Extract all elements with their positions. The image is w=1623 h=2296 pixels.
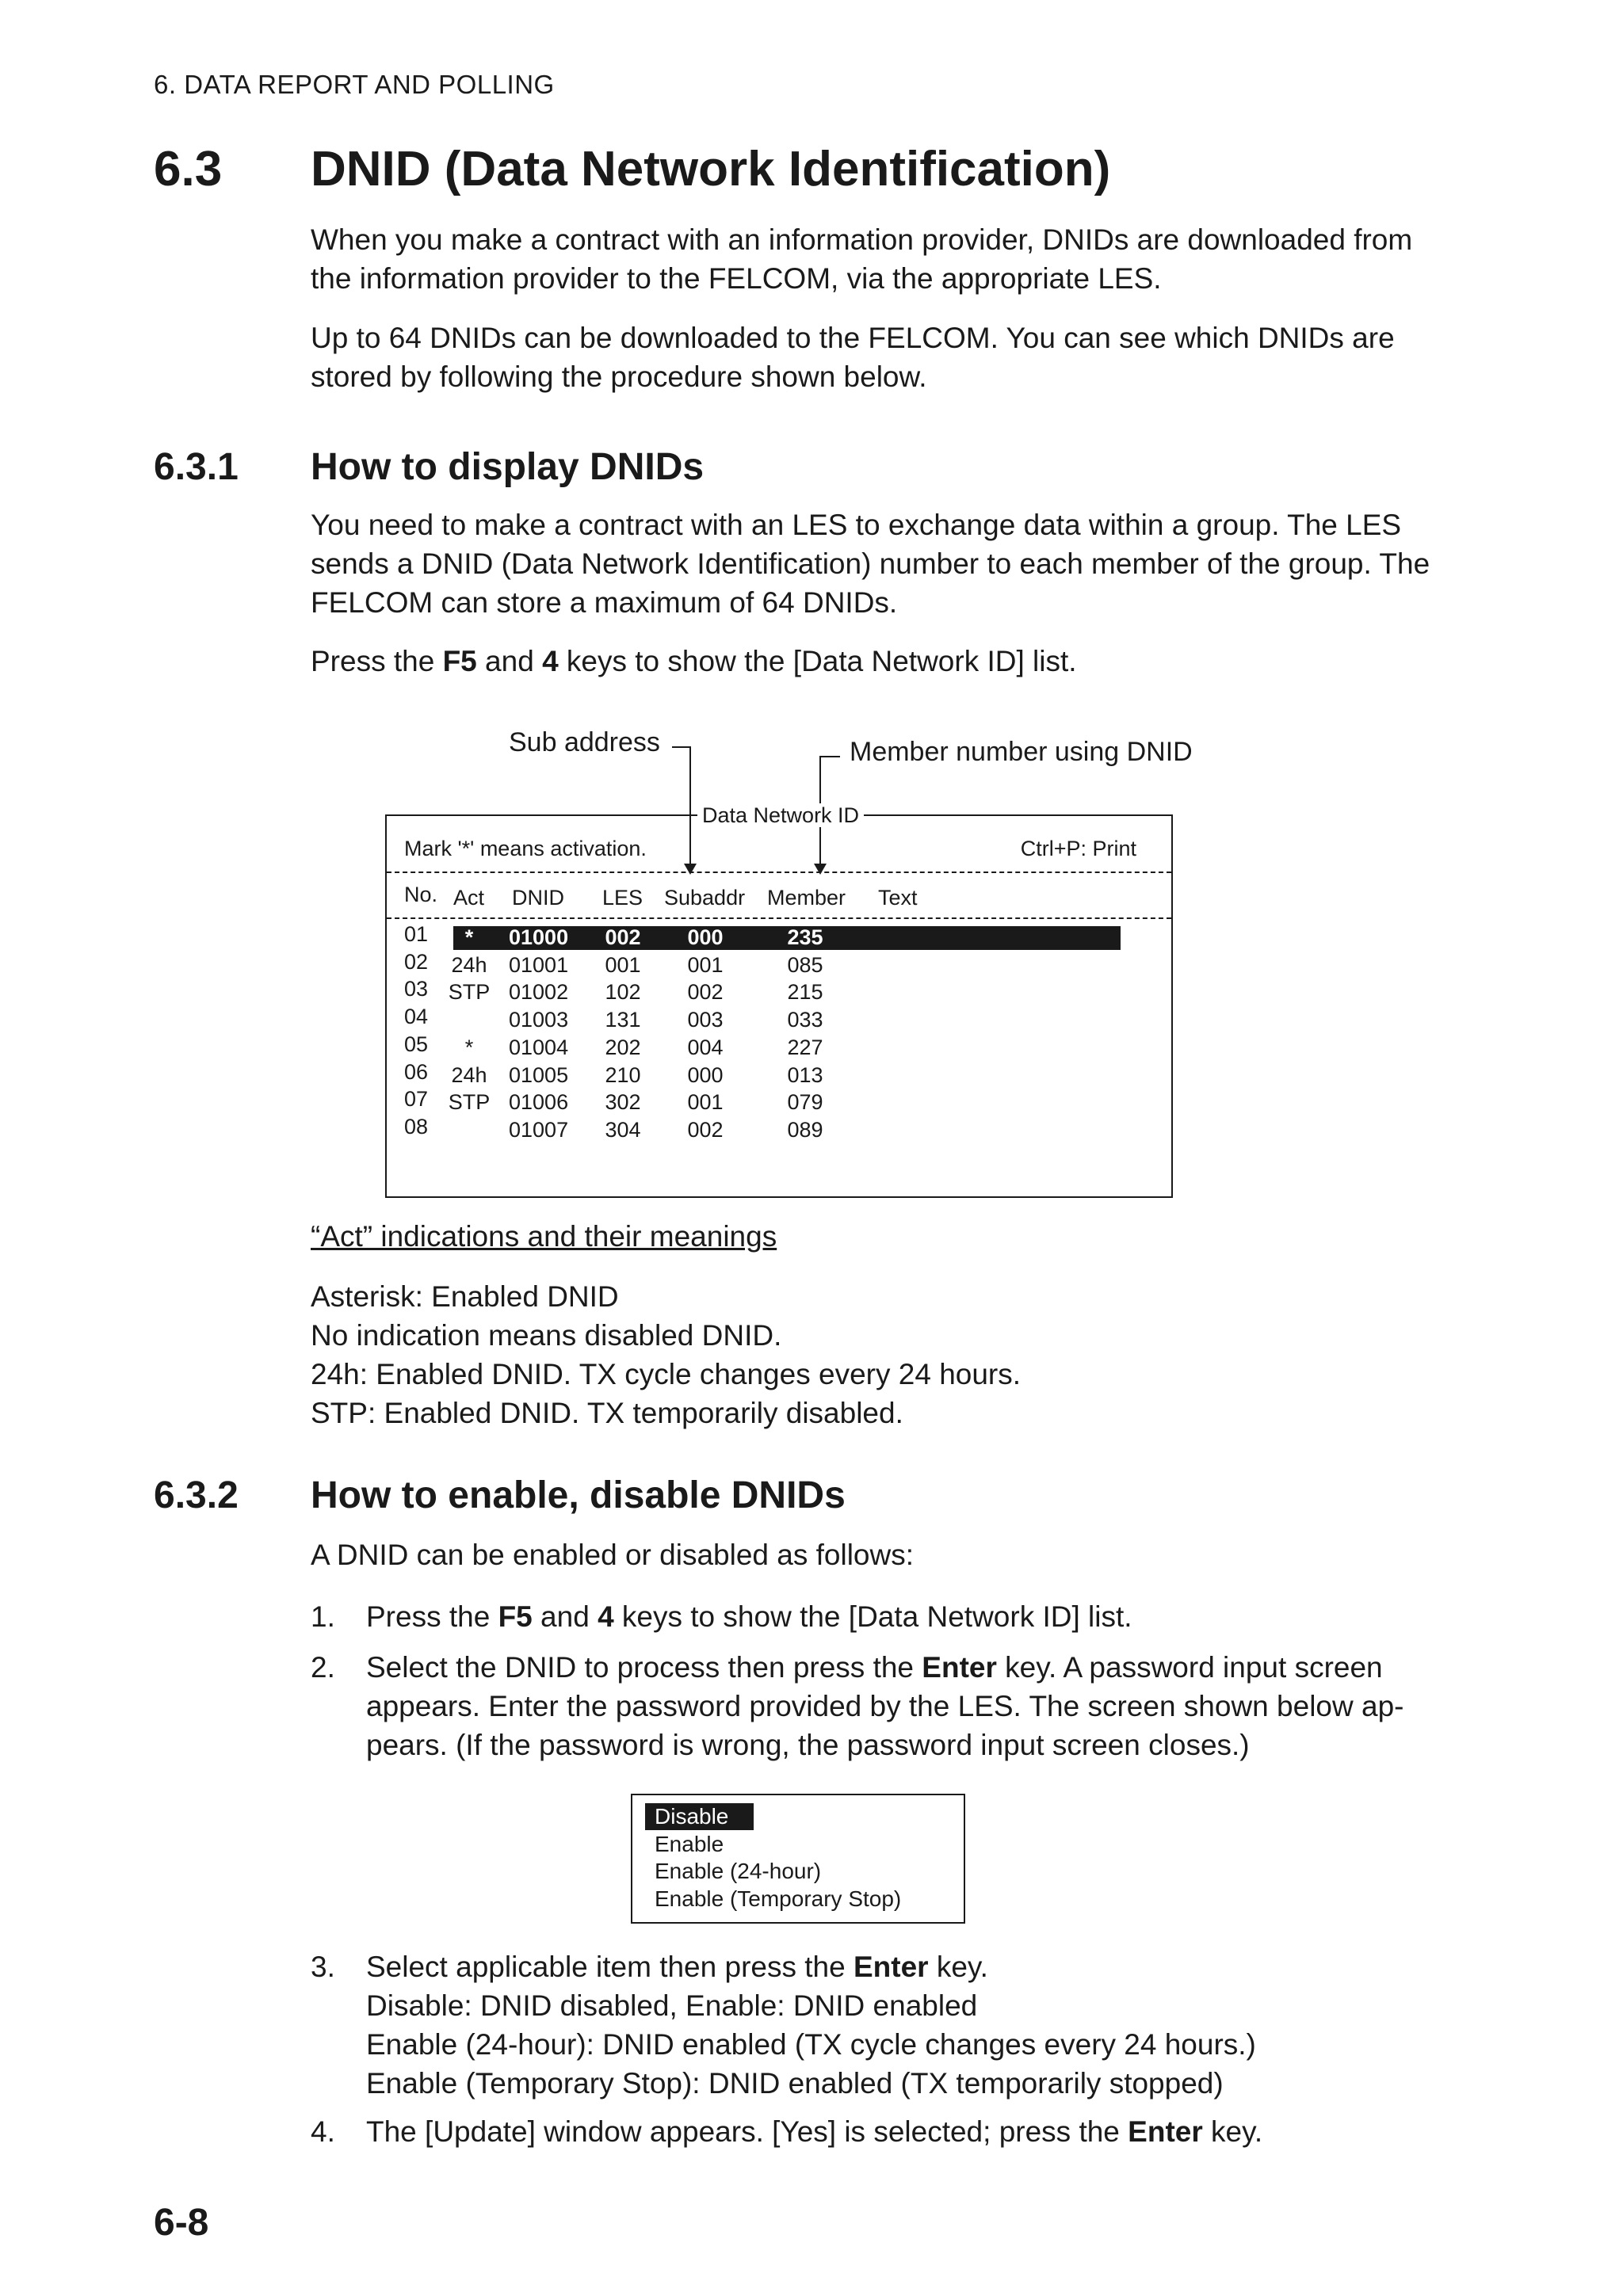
subsection-1-number: 6.3.1 bbox=[154, 446, 239, 488]
cell-no: 04 bbox=[404, 1005, 429, 1029]
cell-dnid: 01005 bbox=[509, 1062, 569, 1087]
section-paragraph-2: Up to 64 DNIDs can be downloaded to the FELCOM. You can see which DNIDs are stored by following the procedure shown below. bbox=[311, 322, 1395, 393]
screen-title: Data Network ID bbox=[697, 803, 864, 827]
col-header-member: Member bbox=[767, 886, 846, 910]
step-3-detail: Disable: DNID disabled, Enable: DNID enabled bbox=[366, 1989, 978, 2022]
cell-member: 013 bbox=[787, 1062, 823, 1087]
step-3-detail: Enable (Temporary Stop): DNID enabled (TX temporarily stopped) bbox=[366, 2067, 1224, 2100]
table-row[interactable] bbox=[387, 978, 1171, 1005]
subsection-1-instruction: Press the F5 and 4 keys to show the [Data Network ID] list. bbox=[311, 645, 1077, 677]
section-number: 6.3 bbox=[154, 142, 223, 196]
cell-act: 24h bbox=[451, 1062, 487, 1087]
menu-item-disable[interactable]: Disable bbox=[645, 1803, 754, 1830]
col-header-act: Act bbox=[453, 886, 485, 910]
table-row[interactable] bbox=[387, 1116, 1171, 1143]
cell-member: 215 bbox=[787, 980, 823, 1005]
cell-subaddr: 000 bbox=[687, 1062, 724, 1087]
cell-dnid: 01000 bbox=[509, 925, 569, 949]
col-header-les: LES bbox=[602, 886, 643, 910]
key-f5: F5 bbox=[442, 645, 477, 677]
cell-les: 001 bbox=[605, 952, 641, 977]
cell-les: 131 bbox=[605, 1008, 641, 1032]
dnid-action-menu bbox=[631, 1794, 965, 1924]
callout-sub-address-leader-h bbox=[672, 746, 691, 748]
callout-member-number: Member number using DNID bbox=[850, 737, 1193, 767]
menu-item-enable-24-hour[interactable]: Enable (24-hour) bbox=[655, 1859, 822, 1883]
cell-act: STP bbox=[448, 980, 491, 1005]
cell-no: 06 bbox=[404, 1059, 429, 1084]
subsection-2-title: How to enable, disable DNIDs bbox=[311, 1474, 846, 1516]
cell-member: 089 bbox=[787, 1117, 823, 1142]
cell-les: 304 bbox=[605, 1117, 641, 1142]
act-legend-line: STP: Enabled DNID. TX temporarily disabled. bbox=[311, 1397, 903, 1429]
menu-item-enable[interactable]: Enable bbox=[655, 1831, 724, 1856]
page-number: 6-8 bbox=[154, 2202, 209, 2244]
cell-act: * bbox=[464, 1035, 474, 1059]
cell-les: 302 bbox=[605, 1090, 641, 1115]
cell-dnid: 01003 bbox=[509, 1008, 569, 1032]
table-row[interactable] bbox=[387, 924, 1171, 951]
subsection-1-paragraph: You need to make a contract with an LES to exchange data within a group. The LES sends a DNID (Data Network Identification) number to each member of the group. The FELCOM can store a maximum of 64 DNIDs. bbox=[311, 509, 1430, 619]
section-paragraph-1: When you make a contract with an information provider, DNIDs are downloaded from the information provider to the FELCOM, via the appropriate LES. bbox=[311, 223, 1413, 295]
table-row[interactable] bbox=[387, 949, 1171, 978]
cell-les: 210 bbox=[605, 1062, 641, 1087]
cell-act: 24h bbox=[451, 952, 487, 977]
print-shortcut: Ctrl+P: Print bbox=[1020, 837, 1136, 860]
cell-act: * bbox=[464, 925, 474, 949]
cell-subaddr: 004 bbox=[687, 1035, 724, 1059]
cell-no: 07 bbox=[404, 1087, 429, 1112]
cell-no: 02 bbox=[404, 949, 429, 974]
col-header-subaddr: Subaddr bbox=[664, 886, 746, 910]
cell-dnid: 01007 bbox=[509, 1117, 569, 1142]
step-1-text: Press the F5 and 4 keys to show the [Data Network ID] list. bbox=[366, 1600, 1132, 1633]
cell-subaddr: 002 bbox=[687, 980, 724, 1005]
running-header: 6. DATA REPORT AND POLLING bbox=[154, 70, 555, 99]
cell-member: 235 bbox=[787, 925, 823, 949]
cell-member: 227 bbox=[787, 1035, 823, 1059]
step-2-text: Select the DNID to process then press the Enter key. A password input screen appears. Enter the password provided by the LES. The screen shown below ap-pears. (If the password is wrong, the password input screen closes.) bbox=[366, 1651, 1404, 1761]
col-header-no: No. bbox=[404, 883, 438, 906]
table-row[interactable] bbox=[387, 1034, 1171, 1061]
dnid-screen bbox=[385, 803, 1173, 1198]
act-legend-line: Asterisk: Enabled DNID bbox=[311, 1280, 619, 1313]
cell-dnid: 01004 bbox=[509, 1035, 569, 1059]
cell-member: 033 bbox=[787, 1008, 823, 1032]
table-row[interactable] bbox=[387, 1089, 1171, 1116]
table-row[interactable] bbox=[387, 1006, 1171, 1033]
cell-dnid: 01006 bbox=[509, 1090, 569, 1115]
cell-no: 01 bbox=[404, 922, 429, 946]
divider-header bbox=[387, 917, 1171, 919]
callout-member-leader-h bbox=[819, 756, 840, 757]
act-legend-line: No indication means disabled DNID. bbox=[311, 1319, 782, 1352]
cell-les: 102 bbox=[605, 980, 641, 1005]
cell-subaddr: 001 bbox=[687, 952, 724, 977]
col-header-text: Text bbox=[878, 886, 918, 910]
subsection-1-title: How to display DNIDs bbox=[311, 446, 705, 488]
subsection-2-intro: A DNID can be enabled or disabled as follows: bbox=[311, 1539, 914, 1571]
col-header-dnid: DNID bbox=[512, 886, 564, 910]
section-title: DNID (Data Network Identification) bbox=[311, 142, 1111, 196]
divider-top bbox=[387, 871, 1171, 873]
activation-note: Mark '*' means activation. bbox=[404, 837, 647, 860]
step-3-detail: Enable (24-hour): DNID enabled (TX cycle changes every 24 hours.) bbox=[366, 2028, 1256, 2061]
cell-subaddr: 002 bbox=[687, 1117, 724, 1142]
key-4: 4 bbox=[542, 645, 559, 677]
cell-act: STP bbox=[448, 1090, 491, 1115]
step-1-number: 1. bbox=[311, 1600, 335, 1633]
step-3-number: 3. bbox=[311, 1951, 335, 1983]
act-legend-line: 24h: Enabled DNID. TX cycle changes every 24 hours. bbox=[311, 1358, 1022, 1390]
cell-no: 08 bbox=[404, 1114, 429, 1138]
cell-les: 002 bbox=[605, 925, 641, 949]
act-heading: “Act” indications and their meanings bbox=[311, 1220, 777, 1253]
cell-dnid: 01002 bbox=[509, 980, 569, 1005]
cell-no: 05 bbox=[404, 1032, 429, 1056]
cell-subaddr: 000 bbox=[687, 925, 724, 949]
menu-item-enable-temporary-stop[interactable]: Enable (Temporary Stop) bbox=[655, 1886, 902, 1911]
cell-member: 079 bbox=[787, 1090, 823, 1115]
step-4-text: The [Update] window appears. [Yes] is selected; press the Enter key. bbox=[366, 2115, 1263, 2148]
cell-les: 202 bbox=[605, 1035, 641, 1059]
cell-subaddr: 003 bbox=[687, 1008, 724, 1032]
cell-subaddr: 001 bbox=[687, 1090, 724, 1115]
callout-sub-address: Sub address bbox=[509, 727, 660, 757]
step-2-number: 2. bbox=[311, 1651, 335, 1684]
cell-dnid: 01001 bbox=[509, 952, 569, 977]
step-3-text: Select applicable item then press the Enter key. Disable: DNID disabled, Enable: DNID enabled Enable (24-hour): DNID enabled (TX cycle changes every 24 hours.) Enable (Temporary Stop): DNID enabled (TX temporarily stopped) bbox=[366, 1947, 1460, 2103]
step-4-number: 4. bbox=[311, 2115, 335, 2148]
subsection-2-number: 6.3.2 bbox=[154, 1474, 239, 1516]
act-legend bbox=[311, 1277, 1460, 1432]
table-row[interactable] bbox=[387, 1059, 1171, 1089]
cell-no: 03 bbox=[404, 977, 429, 1001]
cell-member: 085 bbox=[787, 952, 823, 977]
